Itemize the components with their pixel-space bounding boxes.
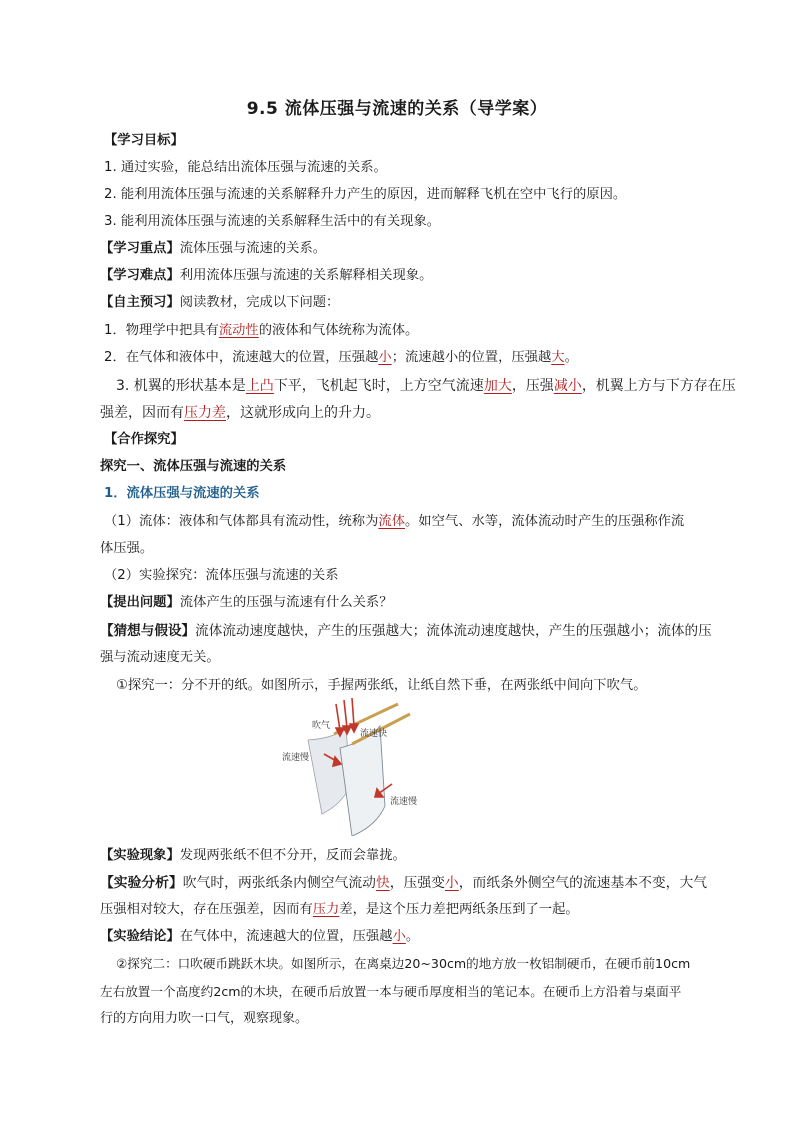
- goal-item-1: 1. 通过实验，能总结出流体压强与流速的关系。: [104, 160, 387, 175]
- p1-text-b: 。如空气、水等，流体流动时产生的压强称作流: [405, 514, 685, 529]
- analysis-label: 【实验分析】: [100, 875, 183, 891]
- experiment-two-line3: 行的方向用力吹一口气，观察现象。: [100, 1011, 309, 1026]
- hypothesis-line1: [100, 621, 712, 641]
- answer-small: 小: [378, 350, 392, 365]
- q3-text-d: ，机翼上方与下方存在压: [581, 378, 736, 394]
- answer-fast: 快: [375, 875, 390, 891]
- preview-q3-line2: [100, 403, 380, 423]
- answer-fluidity: 流动性: [218, 323, 259, 338]
- answer-convex: 上凸: [245, 378, 274, 394]
- label-slow-right: 流速慢: [390, 797, 418, 807]
- conclusion-text-b: 。: [405, 929, 420, 944]
- experiment-two-line1: ②探究二：口吹硬币跳跃木块。如图所示，在离桌边20~30cm的地方放一枚铝制硬币，在硬币前10cm: [116, 956, 691, 971]
- q2-text-b: ；流速越小的位置，压强越: [391, 350, 552, 365]
- phenomenon-label: 【实验现象】: [100, 848, 180, 863]
- answer-decrease: 减小: [553, 378, 582, 394]
- phenomenon: [100, 846, 406, 866]
- question: [100, 593, 393, 613]
- conclusion: [100, 927, 419, 947]
- analysis-text-b: ，压强变: [389, 875, 445, 891]
- preview: [100, 293, 339, 313]
- key-point-text: 流体压强与流速的关系。: [179, 241, 327, 256]
- conclusion-text-a: 在气体中，流速越大的位置，压强越: [179, 929, 393, 944]
- analysis-line2: [100, 900, 579, 920]
- analysis-text-a: 吹气时，两张纸条内侧空气流动: [182, 875, 376, 891]
- label-slow-left: 流速慢: [282, 753, 310, 763]
- question-text: 流体产生的压强与流速有什么关系？: [179, 595, 393, 610]
- q3-text-a: 3. 机翼的形状基本是: [116, 378, 246, 394]
- key-point: [100, 239, 326, 259]
- q2-text-c: 。: [564, 350, 578, 365]
- preview-q1: [104, 321, 418, 341]
- answer-pressure-diff: 压力差: [184, 405, 226, 421]
- difficulty: [100, 266, 432, 286]
- hypothesis-line2: 强与流动速度无关。: [100, 650, 220, 665]
- answer-fluid: 流体: [378, 514, 405, 529]
- conclusion-label: 【实验结论】: [100, 929, 180, 944]
- analysis-text-d: 压强相对较大，存在压强差，因而有: [100, 902, 313, 917]
- q3-text-b: 下平，飞机起飞时，上方空气流速: [273, 378, 484, 394]
- experiment-one: ①探究一：分不开的纸。如图所示，手握两张纸，让纸自然下垂，在两张纸中间向下吹气。: [116, 678, 647, 693]
- experiment-intro: （2）实验探究：流体压强与流速的关系: [104, 568, 339, 583]
- phenomenon-text: 发现两张纸不但不分开，反而会靠拢。: [179, 848, 406, 863]
- q3-text-e: 强差，因而有: [100, 405, 184, 421]
- q2-text-a: 2．在气体和液体中，流速越大的位置，压强越: [104, 350, 379, 365]
- hypothesis-text: 流体流动速度越快，产生的压强越大；流体流动速度越快，产生的压强越小；流体的压: [195, 623, 712, 639]
- difficulty-text: 利用流体压强与流速的关系解释相关现象。: [179, 268, 433, 283]
- goal-item-2: 2. 能利用流体压强与流速的关系解释升力产生的原因，进而解释飞机在空中飞行的原因。: [104, 187, 627, 202]
- hypothesis-label: 【猜想与假设】: [100, 623, 196, 639]
- analysis-text-e: 差，是这个压力差把两纸条压到了一起。: [339, 902, 579, 917]
- label-blow: 吹气: [312, 721, 331, 731]
- section-heading: 探究一、流体压强与流速的关系: [100, 459, 287, 474]
- preview-q2: [104, 348, 578, 368]
- q3-text-f: ，这就形成向上的升力。: [226, 405, 380, 421]
- answer-increase: 加大: [483, 378, 512, 394]
- key-point-label: 【学习重点】: [100, 241, 180, 256]
- fluid-def-line2: 体压强。: [100, 541, 154, 556]
- preview-text: 阅读教材，完成以下问题：: [179, 295, 340, 310]
- analysis-text-c: ，而纸条外侧空气的流速基本不变，大气: [458, 875, 708, 891]
- answer-small-3: 小: [392, 929, 406, 944]
- answer-pressure: 压力: [312, 902, 340, 917]
- experiment-two-line2: 左右放置一个高度约2cm的木块，在硬币后放置一本与硬币厚度相当的笔记本。在硬币上方沿着与桌面平: [100, 984, 682, 999]
- q1-text-a: 1．物理学中把具有: [104, 323, 219, 338]
- answer-small-2: 小: [444, 875, 459, 891]
- question-label: 【提出问题】: [100, 595, 180, 610]
- paper-blowing-figure: [280, 696, 500, 836]
- analysis-line1: [100, 873, 707, 893]
- preview-q3-line1: [116, 376, 736, 396]
- goal-item-3: 3. 能利用流体压强与流速的关系解释生活中的有关现象。: [104, 214, 441, 229]
- answer-large: 大: [551, 350, 565, 365]
- difficulty-label: 【学习难点】: [100, 268, 180, 283]
- label-fast: 流速快: [360, 729, 388, 739]
- preview-label: 【自主预习】: [100, 295, 180, 310]
- q3-text-c: ，压强: [511, 378, 554, 394]
- q1-text-b: 的液体和气体统称为流体。: [258, 323, 419, 338]
- goals-heading: 【学习目标】: [104, 133, 184, 148]
- coop-heading: 【合作探究】: [104, 432, 184, 447]
- p1-text-a: （1）流体：液体和气体都具有流动性，统称为: [104, 514, 379, 529]
- sub-heading: 1．流体压强与流速的关系: [104, 486, 260, 501]
- fluid-def-line1: [104, 512, 684, 532]
- page-title: 9.5 流体压强与流速的关系（导学案）: [246, 99, 548, 119]
